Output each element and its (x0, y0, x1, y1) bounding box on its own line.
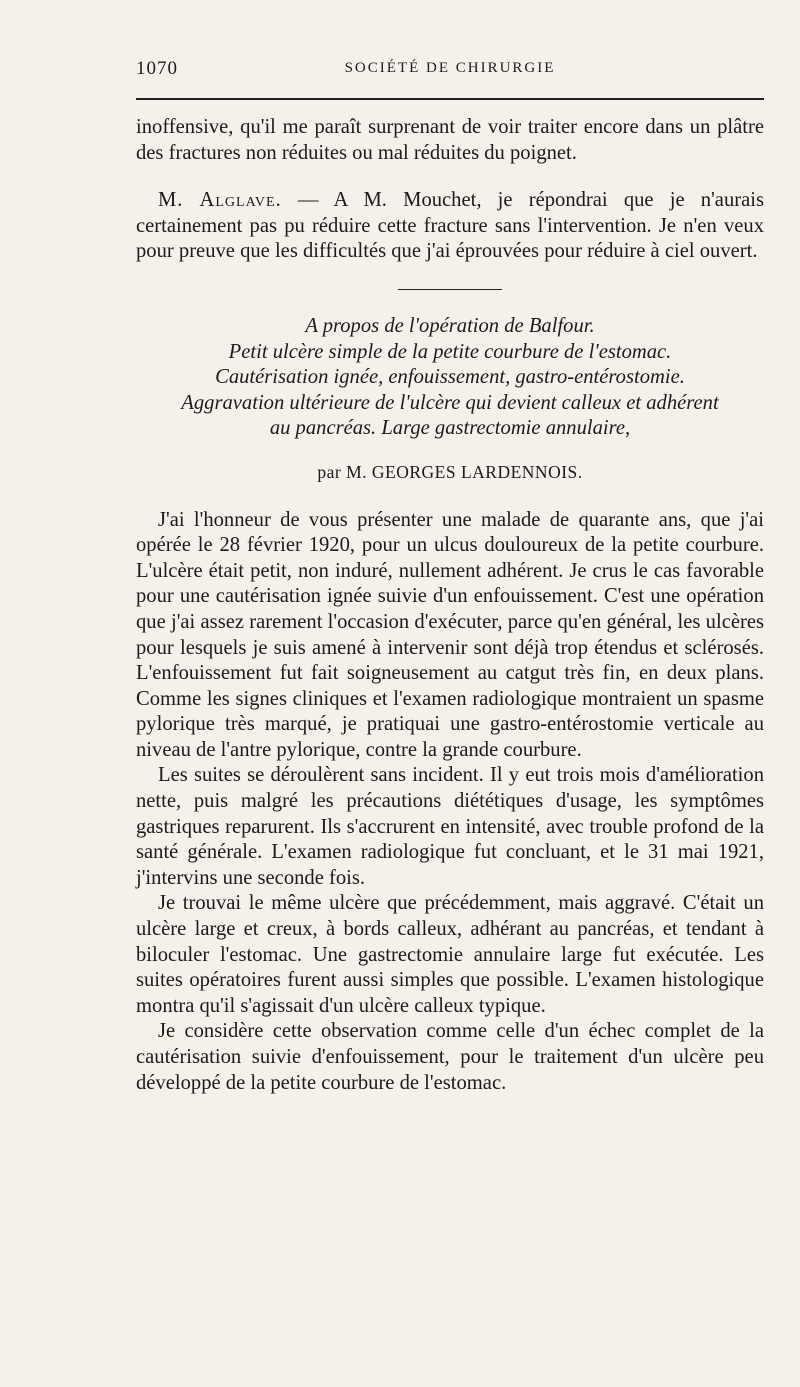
article-title (136, 314, 764, 442)
title-line: Aggravation ultérieure de l'ulcère qui devient calleux et adhérent (181, 391, 719, 414)
speaker-text: — A M. Mouchet, je répondrai que je n'aurais certainement pas pu réduire cette fracture sans l'intervention. Je n'en veux pour preuve que les difficultés que j'ai éprouvées pour réduire à ciel ouvert. (136, 189, 764, 263)
running-title: SOCIÉTÉ DE CHIRURGIE (344, 60, 556, 76)
title-line: Petit ulcère simple de la petite courbure de l'estomac. (228, 340, 672, 363)
title-line: au pancréas. Large gastrectomie annulaire, (269, 417, 631, 440)
section-separator (398, 289, 502, 290)
article-paragraph: Je considère cette observation comme celle d'un échec complet de la cautérisation suivie d'enfouissement, pour le traitement d'un ulcère peu développé de la petite courbure de l'estomac. (136, 1020, 764, 1094)
title-line: Cautérisation ignée, enfouissement, gastro-entérostomie. (215, 366, 685, 389)
article-paragraph: Les suites se déroulèrent sans incident. Il y eut trois mois d'amélioration nette, puis malgré les précautions diététiques d'usage, les symptômes gastriques reparurent. Ils s'accrurent en intensité, avec trouble profond de la santé générale. L'examen radiologique fut concluant, et le 31 mai 1921, j'intervins une seconde fois. (136, 764, 764, 889)
header-rule (136, 98, 764, 100)
page-body (136, 115, 764, 1096)
paragraph-continued: inoffensive, qu'il me paraît surprenant de voir traiter encore dans un plâtre des fractures non réduites ou mal réduites du poignet. (136, 116, 764, 164)
page-number: 1070 (136, 58, 178, 79)
article-paragraph: J'ai l'honneur de vous présenter une malade de quarante ans, que j'ai opérée le 28 février 1920, pour un ulcus douloureux de la petite courbure. L'ulcère était petit, non induré, nullement adhérent. Je crus le cas favorable pour une cautérisation ignée suivie d'un enfouissement. C'est une opération que j'ai assez rarement l'occasion d'exécuter, parce qu'en général, les ulcères pour lesquels je suis amené à intervenir sont déjà trop étendus et sclérosés. L'enfouissement fut fait soigneusement au catgut très fin, en deux plans. Comme les signes cliniques et l'examen radiologique montraient un spasme pylorique très marqué, je pratiquai une gastro-entérostomie verticale au niveau de l'antre pylorique, contre la grande courbure. (136, 508, 764, 761)
article-byline: par M. GEORGES LARDENNOIS. (317, 461, 583, 482)
paragraph-alglave (136, 188, 764, 265)
title-line: A propos de l'opération de Balfour. (305, 314, 595, 337)
page-header (136, 58, 764, 86)
article-paragraph: Je trouvai le même ulcère que précédemment, mais aggravé. C'était un ulcère large et creux, à bords calleux, adhérant au pancréas, et tendant à biloculer l'estomac. Une gastrectomie annulaire large fut exécutée. Les suites opératoires furent aussi simples que possible. L'examen histologique montra qu'il s'agissait d'un ulcère calleux typique. (136, 892, 764, 1017)
speaker-name: M. Alglave. (158, 189, 282, 212)
